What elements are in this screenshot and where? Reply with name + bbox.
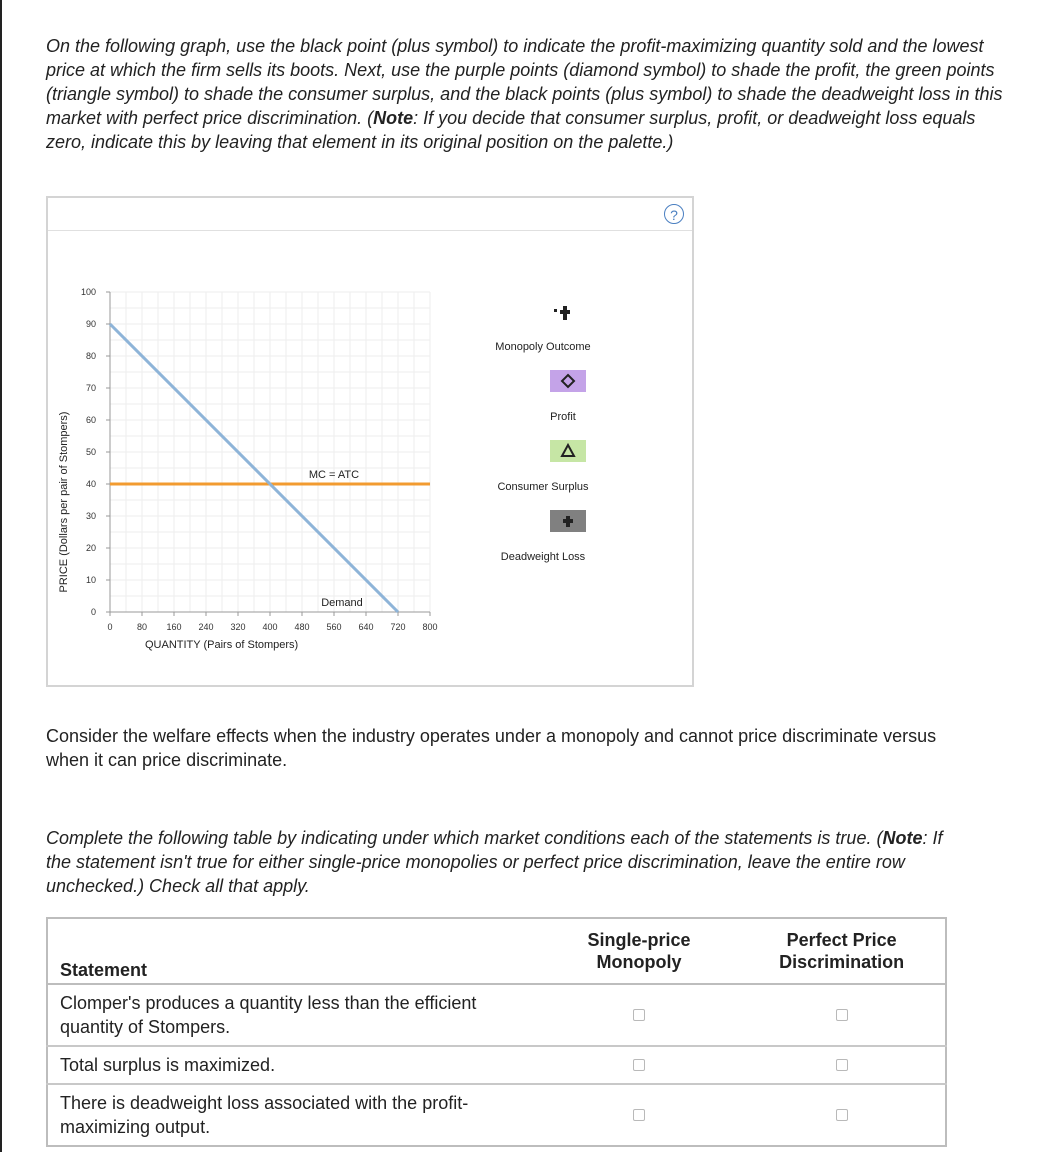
plus-icon: [550, 510, 586, 532]
statement-text: Clomper's produces a quantity less than the efficient quantity of Stompers.: [47, 984, 540, 1046]
y-tick-label: 50: [85, 447, 96, 457]
y-tick-label: 70: [85, 383, 96, 393]
deadweight-loss-tool[interactable]: [550, 510, 586, 532]
deadweight-loss-label: Deadweight Loss: [500, 551, 586, 563]
diamond-icon: [550, 370, 586, 392]
x-tick-label: 80: [136, 622, 148, 632]
x-tick-label: 160: [166, 622, 182, 632]
x-tick-label: 560: [326, 622, 342, 632]
y-tick-label: 0: [90, 607, 96, 617]
single-price-checkbox-row2[interactable]: [633, 1059, 645, 1071]
x-tick-label: 240: [198, 622, 214, 632]
grid: [110, 292, 430, 612]
x-tick-label: 720: [390, 622, 406, 632]
x-tick-label: 320: [230, 622, 246, 632]
x-tick-label: 640: [358, 622, 374, 632]
y-tick-label: 90: [85, 319, 96, 329]
table-row: [47, 1084, 946, 1146]
y-tick-label: 60: [85, 415, 96, 425]
statement-text: There is deadweight loss associated with the profit-maximizing output.: [47, 1084, 540, 1146]
single-price-monopoly-header: Single-price Monopoly: [540, 918, 739, 984]
ppd-checkbox-row1[interactable]: [836, 1009, 848, 1021]
y-axis-label: PRICE (Dollars per pair of Stompers): [58, 411, 70, 593]
mc-atc-label: MC = ATC: [308, 469, 360, 481]
single-price-checkbox-row1[interactable]: [633, 1009, 645, 1021]
graph-canvas[interactable]: [48, 198, 696, 689]
y-tick-label: 80: [85, 351, 96, 361]
table-row: [47, 984, 946, 1046]
graph-instructions: On the following graph, use the black point (plus symbol) to indicate the profit-maximizing quantity sold and the lowest price at which the firm sells its boots. Next, use the purple points (diamond symbol) to shade the profit, the green points (triangle symbol) to shade the consumer surplus, and the black points (plus symbol) to shade the deadweight loss in this market with perfect price discrimination. (Note: If you decide that consumer surplus, profit, or deadweight loss equals zero, indicate this by leaving that element in its original position on the palette.): [46, 36, 1003, 152]
x-ticks: [107, 612, 437, 632]
y-tick-label: 10: [85, 575, 96, 585]
triangle-icon: [550, 440, 586, 462]
help-button[interactable]: ?: [664, 204, 684, 224]
single-price-checkbox-row3[interactable]: [633, 1109, 645, 1121]
table-instructions: Complete the following table by indicating under which market conditions each of the statements is true. (Note: If the statement isn't true for either single-price monopolies or perfect price discrimination, leave the entire row unchecked.) Check all that apply.: [46, 828, 943, 896]
left-border: [0, 0, 2, 1152]
table-header-row: [47, 918, 946, 984]
consumer-surplus-tool[interactable]: [550, 440, 586, 462]
monopoly-outcome-label: Monopoly Outcome: [495, 341, 591, 353]
welfare-intro-text: Consider the welfare effects when the industry operates under a monopoly and cannot price discriminate versus when it can price discriminate.: [46, 726, 937, 770]
ppd-checkbox-row3[interactable]: [836, 1109, 848, 1121]
monopoly-outcome-tool[interactable]: [543, 300, 579, 322]
y-ticks: [81, 287, 110, 617]
x-tick-label: 400: [262, 622, 278, 632]
statement-header: Statement: [47, 918, 540, 984]
x-tick-label: 800: [422, 622, 438, 632]
x-tick-label: 480: [294, 622, 310, 632]
x-tick-label: 0: [107, 622, 113, 632]
statement-table: [46, 917, 947, 1147]
demand-label: Demand: [321, 597, 363, 609]
y-tick-label: 20: [85, 543, 96, 553]
perfect-price-discrimination-header: Perfect Price Discrimination: [738, 918, 946, 984]
statement-text: Total surplus is maximized.: [47, 1046, 540, 1084]
graph-panel[interactable]: [46, 196, 694, 687]
table-row: [47, 1046, 946, 1084]
ppd-checkbox-row2[interactable]: [836, 1059, 848, 1071]
y-tick-label: 100: [80, 287, 96, 297]
profit-label: Profit: [550, 411, 576, 423]
consumer-surplus-label: Consumer Surplus: [497, 481, 589, 493]
x-axis-label: QUANTITY (Pairs of Stompers): [145, 639, 299, 651]
y-tick-label: 40: [85, 479, 96, 489]
y-tick-label: 30: [85, 511, 96, 521]
plus-icon: [543, 300, 579, 322]
profit-tool[interactable]: [550, 370, 586, 392]
